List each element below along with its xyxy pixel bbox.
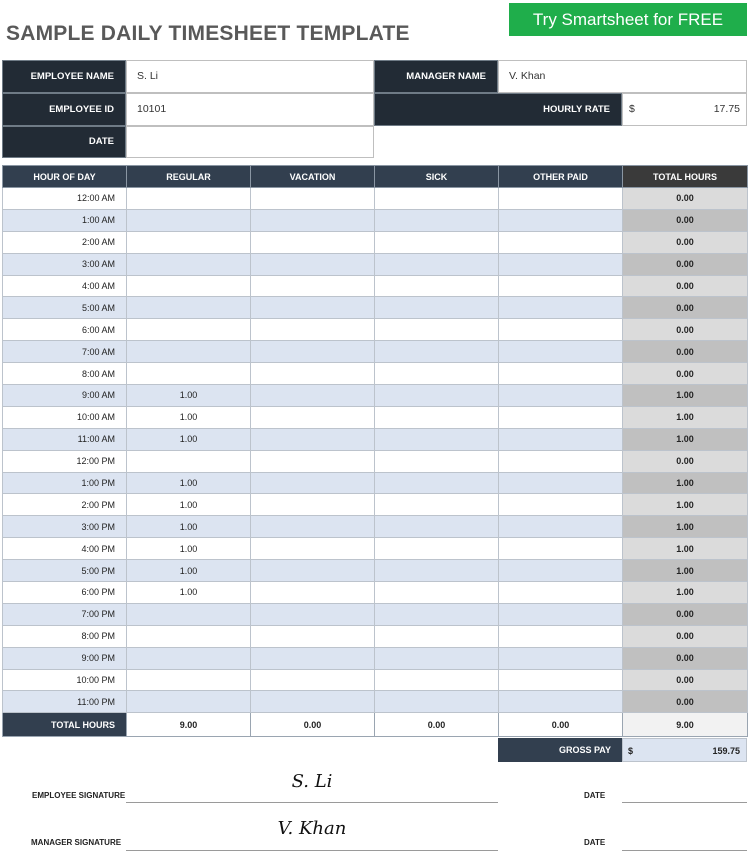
regular-cell[interactable]: 1.00 [127,516,251,538]
employee-name-label: EMPLOYEE NAME [2,60,126,93]
regular-cell[interactable] [127,450,251,472]
hour-cell: 12:00 AM [3,188,127,210]
hour-cell: 10:00 AM [3,406,127,428]
table-row [3,494,748,516]
vacation-cell[interactable] [251,363,375,385]
regular-cell[interactable]: 1.00 [127,385,251,407]
vacation-cell[interactable] [251,603,375,625]
total-hours-cell: 0.00 [623,209,748,231]
sick-cell[interactable] [375,625,499,647]
sick-cell[interactable] [375,363,499,385]
table-row [3,428,748,450]
total-hours-cell: 1.00 [623,472,748,494]
sick-cell[interactable] [375,450,499,472]
table-row [3,209,748,231]
sick-cell[interactable] [375,275,499,297]
vacation-cell[interactable] [251,275,375,297]
manager-name-label: MANAGER NAME [374,60,498,93]
other-paid-cell[interactable] [499,297,623,319]
hour-cell: 3:00 AM [3,253,127,275]
other-paid-cell[interactable] [499,472,623,494]
manager-signature[interactable]: V. Khan [277,818,347,839]
total-hours-cell: 1.00 [623,582,748,604]
other-paid-cell[interactable] [499,275,623,297]
table-row [3,253,748,275]
total-hours-cell: 1.00 [623,406,748,428]
sick-cell[interactable] [375,516,499,538]
total-hours-cell: 0.00 [623,603,748,625]
table-row [3,472,748,494]
totals-label: TOTAL HOURS [3,713,127,737]
table-row [3,625,748,647]
table-row [3,341,748,363]
sick-cell[interactable] [375,538,499,560]
other-paid-cell[interactable] [499,603,623,625]
hour-cell: 5:00 AM [3,297,127,319]
hour-cell: 9:00 AM [3,385,127,407]
vacation-cell[interactable] [251,428,375,450]
vacation-cell[interactable] [251,297,375,319]
manager-name-field[interactable]: V. Khan [498,60,747,93]
hour-cell: 9:00 PM [3,647,127,669]
table-row [3,560,748,582]
total-hours-cell: 0.00 [623,188,748,210]
hour-cell: 11:00 PM [3,691,127,713]
regular-cell[interactable] [127,275,251,297]
regular-cell[interactable] [127,297,251,319]
sick-cell[interactable] [375,341,499,363]
sick-cell[interactable] [375,428,499,450]
employee-signature-line [126,802,498,803]
table-row [3,450,748,472]
total-hours-cell: 0.00 [623,669,748,691]
vacation-cell[interactable] [251,647,375,669]
table-row [3,603,748,625]
date-label: DATE [2,126,126,158]
hour-cell: 4:00 PM [3,538,127,560]
sick-cell[interactable] [375,253,499,275]
sick-cell[interactable] [375,188,499,210]
hour-cell: 10:00 PM [3,669,127,691]
vacation-cell[interactable] [251,253,375,275]
regular-cell[interactable]: 1.00 [127,582,251,604]
regular-cell[interactable] [127,363,251,385]
sick-cell[interactable] [375,494,499,516]
table-row [3,406,748,428]
vacation-cell[interactable] [251,450,375,472]
hour-cell: 1:00 AM [3,209,127,231]
total-hours-cell: 0.00 [623,647,748,669]
regular-cell[interactable]: 1.00 [127,494,251,516]
total-hours-cell: 0.00 [623,363,748,385]
employee-name-field[interactable]: S. Li [126,60,374,93]
vacation-cell[interactable] [251,691,375,713]
other-paid-cell[interactable] [499,385,623,407]
hourly-rate-currency: $ [629,103,635,115]
other-paid-cell[interactable] [499,319,623,341]
table-row [3,231,748,253]
hourly-rate-label: HOURLY RATE [374,93,622,126]
total-hours-cell: 0.00 [623,450,748,472]
manager-date-label: DATE [584,838,606,847]
hour-cell: 12:00 PM [3,450,127,472]
manager-signature-line [126,850,498,851]
vacation-cell[interactable] [251,385,375,407]
table-row [3,363,748,385]
manager-signature-label: MANAGER SIGNATURE [31,838,122,847]
total-hours-cell: 0.00 [623,691,748,713]
totals-row [3,713,748,737]
regular-cell[interactable] [127,253,251,275]
regular-cell[interactable] [127,231,251,253]
sick-cell[interactable] [375,319,499,341]
col-header-other-paid: OTHER PAID [499,166,623,188]
total-hours-cell: 1.00 [623,516,748,538]
other-paid-cell[interactable] [499,494,623,516]
other-paid-cell[interactable] [499,625,623,647]
other-paid-cell[interactable] [499,516,623,538]
hour-cell: 6:00 AM [3,319,127,341]
regular-cell[interactable]: 1.00 [127,472,251,494]
hour-cell: 8:00 PM [3,625,127,647]
hour-cell: 1:00 PM [3,472,127,494]
total-sick: 0.00 [375,713,499,737]
table-row [3,647,748,669]
total-hours-cell: 1.00 [623,428,748,450]
sick-cell[interactable] [375,669,499,691]
total-hours-cell: 0.00 [623,275,748,297]
vacation-cell[interactable] [251,516,375,538]
vacation-cell[interactable] [251,188,375,210]
total-hours-cell: 0.00 [623,341,748,363]
regular-cell[interactable]: 1.00 [127,428,251,450]
other-paid-cell[interactable] [499,582,623,604]
regular-cell[interactable] [127,647,251,669]
regular-cell[interactable]: 1.00 [127,538,251,560]
sick-cell[interactable] [375,209,499,231]
regular-cell[interactable]: 1.00 [127,406,251,428]
vacation-cell[interactable] [251,494,375,516]
table-row [3,319,748,341]
employee-signature[interactable]: S. Li [291,771,333,792]
total-hours-cell: 1.00 [623,560,748,582]
table-row [3,385,748,407]
total-vacation: 0.00 [251,713,375,737]
other-paid-cell[interactable] [499,363,623,385]
col-header-total-hours: TOTAL HOURS [623,166,748,188]
total-other-paid: 0.00 [499,713,623,737]
hourly-rate-field[interactable] [622,93,747,126]
manager-date-line[interactable] [622,850,747,851]
vacation-cell[interactable] [251,560,375,582]
regular-cell[interactable]: 1.00 [127,560,251,582]
table-row [3,297,748,319]
other-paid-cell[interactable] [499,253,623,275]
total-hours-cell: 1.00 [623,494,748,516]
vacation-cell[interactable] [251,625,375,647]
vacation-cell[interactable] [251,319,375,341]
sick-cell[interactable] [375,603,499,625]
vacation-cell[interactable] [251,209,375,231]
hour-cell: 6:00 PM [3,582,127,604]
regular-cell[interactable] [127,319,251,341]
regular-cell[interactable] [127,669,251,691]
total-hours-cell: 0.00 [623,231,748,253]
other-paid-cell[interactable] [499,231,623,253]
sick-cell[interactable] [375,691,499,713]
table-header-row [3,166,748,188]
regular-cell[interactable] [127,625,251,647]
date-field[interactable] [126,126,374,158]
other-paid-cell[interactable] [499,428,623,450]
table-row [3,582,748,604]
hour-cell: 4:00 AM [3,275,127,297]
other-paid-cell[interactable] [499,209,623,231]
col-header-sick: SICK [375,166,499,188]
other-paid-cell[interactable] [499,341,623,363]
gross-pay-label: GROSS PAY [498,738,622,762]
hourly-rate-value: 17.75 [713,103,740,115]
regular-cell[interactable] [127,188,251,210]
sick-cell[interactable] [375,297,499,319]
employee-date-line[interactable] [622,802,747,803]
hour-cell: 2:00 AM [3,231,127,253]
total-hours-sum: 9.00 [623,713,748,737]
other-paid-cell[interactable] [499,691,623,713]
try-smartsheet-button[interactable]: Try Smartsheet for FREE [509,3,747,36]
table-row [3,538,748,560]
sick-cell[interactable] [375,560,499,582]
gross-pay-currency: $ [628,746,634,756]
hour-cell: 2:00 PM [3,494,127,516]
vacation-cell[interactable] [251,582,375,604]
table-row [3,516,748,538]
total-hours-cell: 1.00 [623,385,748,407]
sick-cell[interactable] [375,472,499,494]
col-header-regular: REGULAR [127,166,251,188]
vacation-cell[interactable] [251,231,375,253]
regular-cell[interactable] [127,341,251,363]
col-header-hour: HOUR OF DAY [3,166,127,188]
table-row [3,188,748,210]
total-hours-cell: 1.00 [623,538,748,560]
other-paid-cell[interactable] [499,406,623,428]
employee-id-label: EMPLOYEE ID [2,93,126,126]
vacation-cell[interactable] [251,472,375,494]
total-regular: 9.00 [127,713,251,737]
total-hours-cell: 0.00 [623,625,748,647]
other-paid-cell[interactable] [499,647,623,669]
vacation-cell[interactable] [251,538,375,560]
other-paid-cell[interactable] [499,560,623,582]
hour-cell: 11:00 AM [3,428,127,450]
hour-cell: 7:00 AM [3,341,127,363]
vacation-cell[interactable] [251,341,375,363]
sick-cell[interactable] [375,231,499,253]
other-paid-cell[interactable] [499,188,623,210]
table-row [3,691,748,713]
employee-date-label: DATE [584,791,606,800]
sick-cell[interactable] [375,385,499,407]
gross-pay-value [622,738,747,762]
total-hours-cell: 0.00 [623,253,748,275]
other-paid-cell[interactable] [499,669,623,691]
regular-cell[interactable] [127,603,251,625]
gross-pay-amount: 159.75 [712,746,740,756]
hour-cell: 3:00 PM [3,516,127,538]
vacation-cell[interactable] [251,406,375,428]
other-paid-cell[interactable] [499,450,623,472]
col-header-vacation: VACATION [251,166,375,188]
hour-cell: 5:00 PM [3,560,127,582]
other-paid-cell[interactable] [499,538,623,560]
timesheet-table [2,165,748,737]
employee-id-field[interactable]: 10101 [126,93,374,126]
hour-cell: 7:00 PM [3,603,127,625]
table-row [3,275,748,297]
employee-signature-label: EMPLOYEE SIGNATURE [32,791,126,800]
table-row [3,669,748,691]
vacation-cell[interactable] [251,669,375,691]
regular-cell[interactable] [127,691,251,713]
sick-cell[interactable] [375,406,499,428]
total-hours-cell: 0.00 [623,319,748,341]
hour-cell: 8:00 AM [3,363,127,385]
total-hours-cell: 0.00 [623,297,748,319]
sick-cell[interactable] [375,647,499,669]
page-title: SAMPLE DAILY TIMESHEET TEMPLATE [6,22,410,45]
regular-cell[interactable] [127,209,251,231]
sick-cell[interactable] [375,582,499,604]
